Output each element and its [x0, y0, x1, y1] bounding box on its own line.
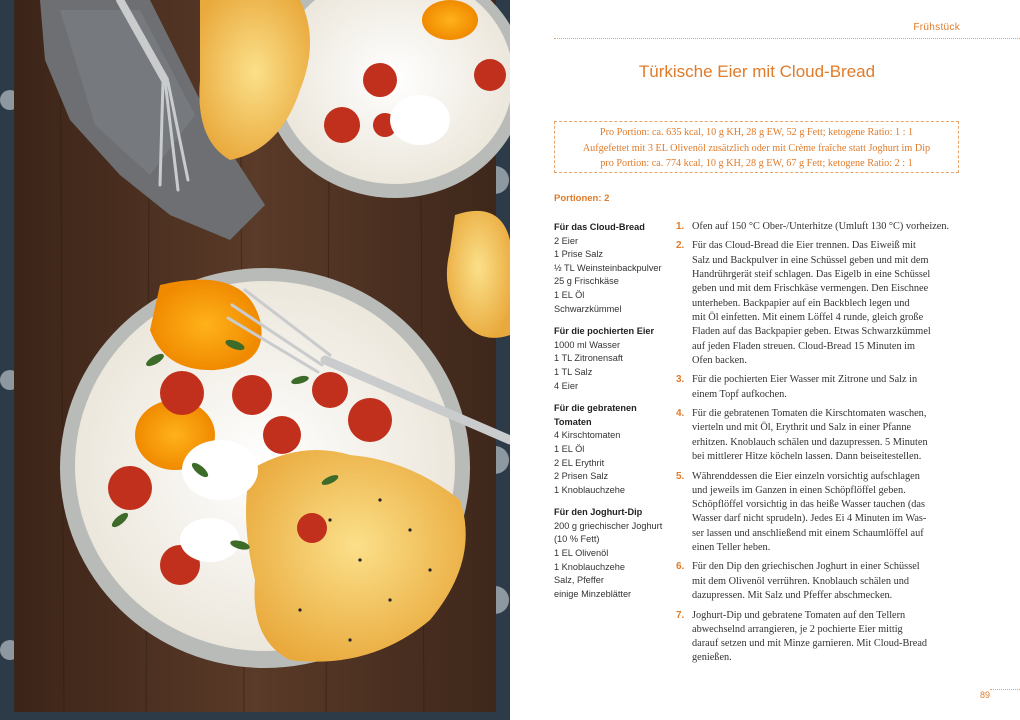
step-number: 5.: [676, 470, 685, 482]
instruction-step: [676, 373, 966, 402]
step-text-line: einen Teller heben.: [692, 541, 771, 553]
step-text-line: Für den Dip den griechischen Joghurt in einer Schüssel: [692, 561, 920, 573]
step-text-line: Für die gebratenen Tomaten die Kirschtomaten waschen,: [692, 408, 927, 420]
ingredients-list: [554, 221, 670, 610]
step-text-line: Fladen auf das Backpapier geben. Etwas Schwarzkümmel: [692, 326, 931, 338]
ingredient-item: 1 TL Salz: [554, 366, 593, 377]
instructions-list: [676, 220, 966, 671]
ingredient-item: 4 Eier: [554, 380, 579, 391]
ingredient-item: 1000 ml Wasser: [554, 339, 621, 350]
ingredient-item: 2 Eier: [554, 235, 579, 246]
step-text-line: auf jeden Fladen streuen. Cloud-Bread 15 Minuten im: [692, 340, 916, 352]
instruction-step: [676, 407, 966, 464]
step-text-line: bei mittlerer Hitze köcheln lassen. Dann beiseitestellen.: [692, 451, 922, 463]
step-text-line: Schöpflöffel vorsichtig in das heiße Wasser tauchen (das: [692, 499, 925, 511]
ingredient-item: 200 g griechischer Joghurt: [554, 520, 663, 531]
instruction-step: [676, 470, 966, 556]
step-text-line: darauf setzen und mit Minze garnieren. Mit Cloud-Bread: [692, 638, 928, 650]
nutrition-line: Pro Portion: ca. 635 kcal, 10 g KH, 28 g EW, 52 g Fett; ketogene Ratio: 1 : 1: [599, 127, 914, 138]
step-text-line: abwechselnd arrangieren, je 2 pochierte Eier mittig: [692, 623, 903, 635]
step-text-line: vierteln und mit Öl, Erythrit und Salz in einer Pfanne: [692, 422, 912, 434]
ingredient-item: 4 Kirschtomaten: [554, 430, 621, 441]
step-text-line: geben und mit dem Frischkäse vermengen. Den Eischnee: [692, 283, 929, 295]
ingredient-group-heading: Für die pochierten Eier: [554, 326, 655, 337]
step-text-line: Währenddessen die Eier einzeln vorsichtig aufschlagen: [692, 470, 920, 482]
step-number: 7.: [676, 609, 685, 621]
step-text-line: genießen.: [692, 652, 732, 664]
step-text-line: und jeweils im Ganzen in einen Schöpflöffel geben.: [692, 484, 906, 496]
step-text-line: Für das Cloud-Bread die Eier trennen. Das Eiweiß mit: [692, 240, 916, 252]
tomato-icon: [160, 371, 204, 415]
nutrition-box: [554, 121, 959, 173]
step-number: 4.: [676, 408, 685, 420]
recipe-title: Türkische Eier mit Cloud-Bread: [638, 62, 876, 81]
step-text-line: Wasser darf nicht sprudeln). Jedes Ei 4 Minuten im Was-: [692, 513, 927, 525]
step-number: 2.: [676, 240, 685, 252]
ingredient-item: 1 Prise Salz: [554, 249, 604, 260]
step-text-line: Salz und Backpulver in eine Schüssel geben und mit dem: [692, 254, 929, 266]
step-text-line: erhitzen. Knoblauch schälen und dazupressen. 5 Minuten: [692, 436, 928, 448]
ingredient-item: ½ TL Weinsteinbackpulver: [554, 262, 662, 273]
ingredient-item: 1 EL Öl: [554, 289, 585, 300]
ingredient-group: [554, 221, 670, 316]
step-text-line: ser lassen und anschließend mit einem Schaumlöffel auf: [692, 527, 924, 539]
step-text-line: einem Topf aufkochen.: [692, 388, 787, 400]
ingredient-item: 1 EL Olivenöl: [554, 548, 609, 559]
ingredient-group: [554, 402, 670, 497]
instruction-step: [676, 560, 966, 603]
step-number: 3.: [676, 374, 685, 386]
ingredient-group-heading: Für den Joghurt-Dip: [554, 507, 643, 518]
step-number: 6.: [676, 561, 685, 573]
portions: Portionen: 2: [554, 193, 610, 204]
step-text-line: mit Öl einfetten. Mit einem Löffel 4 runde, gleich große: [692, 311, 924, 323]
page-number: 89: [979, 690, 990, 700]
step-text-line: Ofen backen.: [692, 354, 747, 366]
ingredient-item: 1 Knoblauchzehe: [554, 484, 626, 495]
ingredient-item: 25 g Frischkäse: [554, 276, 619, 287]
step-text-line: Joghurt-Dip und gebratene Tomaten auf den Tellern: [692, 609, 906, 621]
step-text-line: Handrührgerät steif schlagen. Das Eigelb in eine Schüssel: [692, 269, 931, 281]
step-text-line: mit dem Olivenöl verrühren. Knoblauch schälen und: [692, 575, 910, 587]
section-label: Frühstück: [913, 22, 960, 33]
ingredient-item: 1 Knoblauchzehe: [554, 561, 626, 572]
ingredient-item: (10 % Fett): [554, 534, 600, 545]
ingredient-item: Schwarzkümmel: [554, 303, 622, 314]
instruction-step: [676, 239, 966, 368]
recipe-page: [510, 0, 1020, 720]
ingredient-group: [554, 506, 670, 601]
step-text-line: Ofen auf 150 °C Ober-/Unterhitze (Umluft 130 °C) vorheizen.: [692, 221, 950, 232]
step-text-line: dazupressen. Mit Salz und Pfeffer abschmecken.: [692, 590, 893, 602]
ingredient-item: 2 Prisen Salz: [554, 471, 609, 482]
ingredient-group-heading: Für das Cloud-Bread: [554, 222, 645, 232]
ingredient-group-heading: Für die gebratenen Tomaten: [554, 403, 637, 427]
instruction-step: [676, 609, 966, 666]
ingredient-item: einige Minzeblätter: [554, 588, 632, 599]
step-text-line: unterheben. Backpapier auf ein Backblech legen und: [692, 297, 910, 309]
step-text-line: Für die pochierten Eier Wasser mit Zitrone und Salz in: [692, 374, 918, 386]
step-number: 1.: [676, 221, 685, 232]
header-divider: [554, 38, 1020, 39]
nutrition-line: Aufgefettet mit 3 EL Olivenöl zusätzlich oder mit Crème fraîche statt Joghurt im Dip: [582, 142, 931, 154]
ingredient-group: [554, 325, 670, 393]
footer-divider: [990, 689, 1020, 690]
ingredient-item: 1 EL Öl: [554, 443, 585, 454]
ingredient-item: Salz, Pfeffer: [554, 575, 604, 586]
ingredient-item: 1 TL Zitronensaft: [554, 353, 623, 364]
nutrition-line: pro Portion: ca. 774 kcal, 10 g KH, 28 g EW, 67 g Fett; ketogene Ratio: 2 : 1: [600, 158, 913, 169]
ingredient-item: 2 EL Erythrit: [554, 457, 605, 468]
instruction-step: [676, 220, 966, 234]
